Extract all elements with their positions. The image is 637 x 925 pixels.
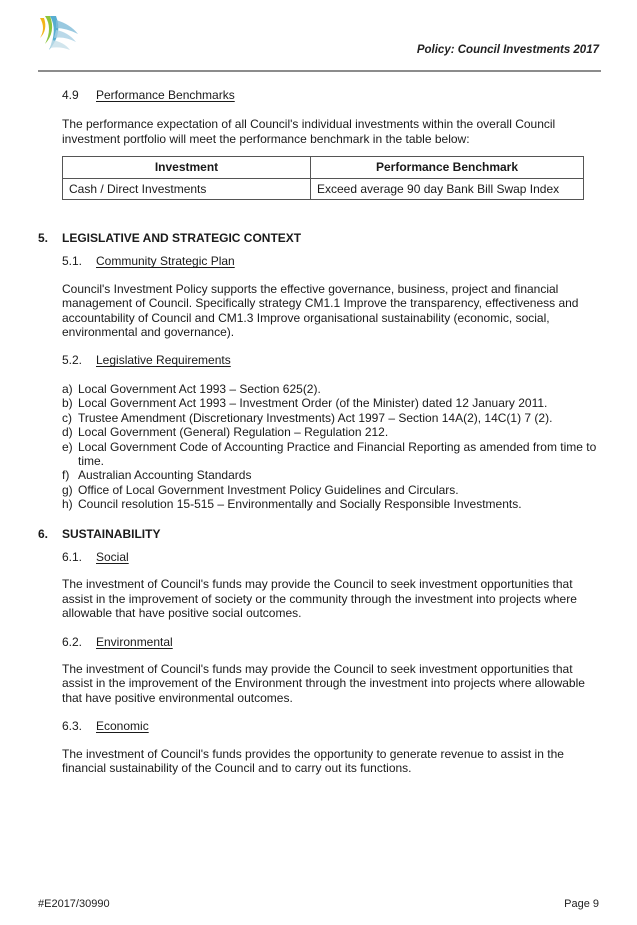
subsection-5-2-heading xyxy=(62,353,603,367)
strategic-plan-paragraph: Council's Investment Policy supports the effective governance, business, project and financial management of Council. Specifically strategy CM1.1 Improve the transparency, effectiveness and accountability of Council and CM1.3 Improve organisational sustainability (economic, social, environmental and governance). xyxy=(62,281,579,340)
table-cell: Exceed average 90 day Bank Bill Swap Index xyxy=(311,178,584,199)
subsection-number: 4.9 xyxy=(62,88,79,102)
subsection-number: 6.3. xyxy=(62,719,83,734)
list-item: a) Local Government Act 1993 – Section 625(2). xyxy=(62,381,321,396)
subsection-title: Environmental xyxy=(96,634,173,649)
subsection-6-1-heading xyxy=(62,550,603,564)
environmental-paragraph: The investment of Council's funds may provide the Council to seek investment opportunities that assist in the improvement of the Environment through the investment into projects where allowable that have positive environmental outcomes. xyxy=(62,661,585,705)
subsection-number: 6.2. xyxy=(62,634,83,649)
table-header-investment: Investment xyxy=(63,157,311,178)
subsection-4-9-heading xyxy=(62,88,603,102)
subsection-number: 6.1. xyxy=(62,549,83,564)
subsection-6-2-heading xyxy=(62,635,603,649)
subsection-number: 5.2. xyxy=(62,353,83,368)
section-6-heading xyxy=(38,527,603,541)
economic-paragraph: The investment of Council's funds provides the opportunity to generate revenue to assist in the financial sustainability of the Council and to carry out its functions. xyxy=(62,746,564,775)
page-number: Page 9 xyxy=(564,898,599,910)
social-paragraph: The investment of Council's funds may provide the Council to seek investment opportunities that assist in the improvement of society or the community through the investment into projects where allowable that have positive social outcomes. xyxy=(62,577,577,621)
list-item: h) Council resolution 15-515 – Environmentally and Socially Responsible Investments. xyxy=(62,497,522,512)
table-header-benchmark: Performance Benchmark xyxy=(311,157,584,178)
council-logo xyxy=(36,14,80,54)
legislative-list xyxy=(62,382,603,512)
benchmark-table xyxy=(62,156,584,200)
list-item: c) Trustee Amendment (Discretionary Investments) Act 1997 – Section 14A(2), 14C(1) 7 (2). xyxy=(62,410,553,425)
section-number: 6. xyxy=(38,526,49,541)
header-title: Policy: Council Investments 2017 xyxy=(416,44,599,56)
subsection-title: Economic xyxy=(96,719,149,734)
list-item: f) Australian Accounting Standards xyxy=(62,468,252,483)
subsection-6-3-heading xyxy=(62,719,603,733)
list-item: d) Local Government (General) Regulation – Regulation 212. xyxy=(62,425,389,440)
section-5-heading xyxy=(38,231,603,245)
subsection-title: Community Strategic Plan xyxy=(96,254,235,269)
subsection-5-1-heading xyxy=(62,254,603,268)
header-divider xyxy=(38,70,601,72)
list-item: e) Local Government Code of Accounting Practice and Financial Reporting as amended from time to time. xyxy=(62,439,597,468)
document-reference: #E2017/30990 xyxy=(38,898,110,910)
table-row xyxy=(63,178,584,199)
subsection-number: 5.1. xyxy=(62,254,83,269)
table-cell: Cash / Direct Investments xyxy=(63,178,311,199)
list-item: b) Local Government Act 1993 – Investment Order (of the Minister) dated 12 January 2011. xyxy=(62,396,548,411)
section-title: SUSTAINABILITY xyxy=(62,526,161,541)
page-content xyxy=(38,88,603,775)
subsection-title: Performance Benchmarks xyxy=(96,88,235,102)
subsection-title: Social xyxy=(96,549,129,564)
section-title: LEGISLATIVE AND STRATEGIC CONTEXT xyxy=(62,231,302,246)
section-number: 5. xyxy=(38,231,49,246)
list-item: g) Office of Local Government Investment Policy Guidelines and Circulars. xyxy=(62,482,459,497)
table-header-row xyxy=(63,157,584,178)
subsection-title: Legislative Requirements xyxy=(96,353,231,368)
performance-paragraph: The performance expectation of all Council's individual investments within the overall Council investment portfolio will meet the performance benchmark in the table below: xyxy=(62,117,556,146)
